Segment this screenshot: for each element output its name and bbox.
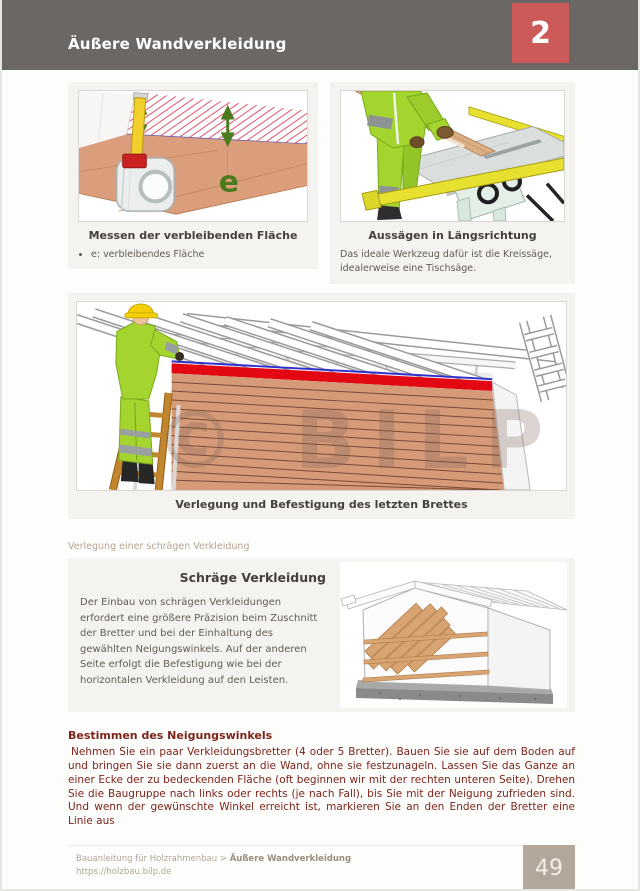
- house-image: [340, 562, 567, 708]
- infobox-text: [68, 558, 340, 712]
- dimension-e-label: e: [218, 163, 239, 199]
- figure-caption: Messen der verbleibenden Fläche: [88, 229, 298, 242]
- figure-caption: Verlegung und Befestigung des letzten Brettes: [175, 498, 468, 511]
- page-header: [0, 0, 640, 70]
- figure-notes: [78, 249, 308, 260]
- figure-last-board: [68, 293, 575, 519]
- section-label: Verlegung einer schrägen Verkleidung: [68, 541, 250, 552]
- angle-section-body: Nehmen Sie ein paar Verkleidungsbretter (4 oder 5 Bretter). Bauen Sie sie auf dem Boden auf und bringen Sie sie dann zuerst an die Wand, ohne sie festzunageln. Lassen Sie das Ganze an einer Ecke der zu bedeckenden Fläche (oft beginnen wir mit der rechten unteren Seite). Drehen Sie die Baugruppe nach links oder rechts (je nach Fall), bis Sie mit der Neigung zufrieden sind. Und wenn der gewünschte Winkel erreicht ist, markieren Sie an den Enden der Bretter eine Linie aus: [68, 746, 575, 828]
- cladding-illustration: [77, 302, 566, 490]
- breadcrumb-prefix: Bauanleitung für Holzrahmenbau >: [76, 854, 227, 864]
- figure-caption: Aussägen in Längsrichtung: [368, 229, 537, 242]
- sawing-image: [340, 90, 565, 222]
- sloped-cladding-box: [68, 558, 575, 712]
- table-saw-illustration: [341, 91, 564, 221]
- page-number-badge: 49: [523, 845, 575, 891]
- house-illustration: [340, 562, 567, 708]
- site-url-link[interactable]: https://holzbau.bilp.de: [76, 867, 172, 878]
- figure-note: Das ideale Werkzeug dafür ist die Kreissäge, idealerweise eine Tischsäge.: [340, 249, 552, 274]
- page-title: Äußere Wandverkleidung: [68, 35, 287, 53]
- footer-rule: [68, 845, 575, 846]
- chapter-number-badge: 2: [512, 3, 569, 63]
- measuring-image: [78, 90, 308, 222]
- breadcrumb: [76, 853, 351, 879]
- figure-sawing: [330, 82, 575, 284]
- last-board-image: [76, 301, 567, 491]
- angle-section: [68, 729, 575, 829]
- page-footer: [0, 845, 640, 891]
- breadcrumb-current: Äußere Wandverkleidung: [229, 854, 352, 864]
- measuring-illustration: [79, 91, 307, 221]
- infobox-title: Schräge Verkleidung: [179, 570, 326, 585]
- note-item: • e: verbleibendes Fläche: [91, 249, 308, 260]
- watermark: © BILP: [155, 394, 560, 487]
- figure-measuring: [68, 82, 318, 269]
- cladding-wall: [172, 373, 531, 490]
- angle-section-title: Bestimmen des Neigungswinkels: [68, 729, 273, 742]
- figure-row: [68, 82, 575, 284]
- infobox-body: Der Einbau von schrägen Verkleidungen erfordert eine größere Präzision beim Zuschnitt der Bretter und bei der Einhaltung des gewählten Neigungswinkels. Auf der anderen Seite erfolgt die Befestigung wie bei der horizontalen Verkleidung auf den Leisten.: [80, 597, 318, 686]
